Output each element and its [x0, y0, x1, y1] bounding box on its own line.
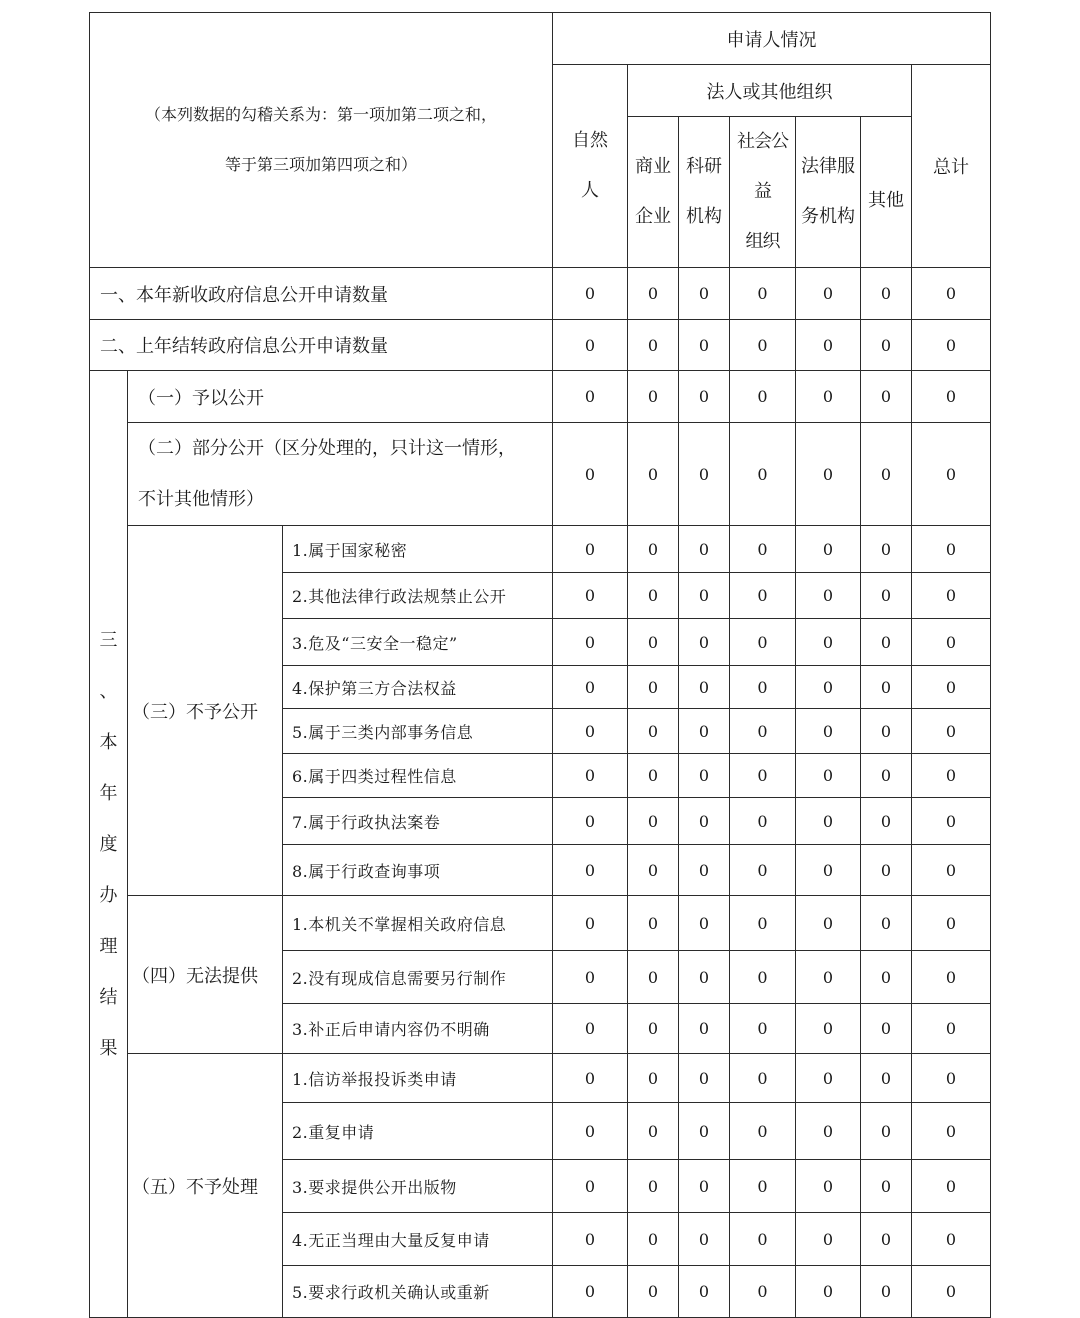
value-cell: 0 — [679, 1054, 730, 1103]
value-cell: 0 — [861, 320, 912, 371]
value-cell: 0 — [796, 1103, 861, 1160]
sub-item-label: 1.本机关不掌握相关政府信息 — [283, 896, 553, 951]
value-cell: 0 — [796, 1213, 861, 1266]
legal-service-org-header: 法律服 务机构 — [796, 117, 861, 268]
value-cell: 0 — [679, 666, 730, 709]
value-cell: 0 — [628, 573, 679, 619]
value-cell: 0 — [861, 754, 912, 798]
value-cell: 0 — [861, 371, 912, 423]
value-cell: 0 — [730, 1266, 796, 1318]
value-cell: 0 — [730, 896, 796, 951]
value-cell: 0 — [796, 268, 861, 320]
value-cell: 0 — [628, 709, 679, 754]
applicant-status-header: 申请人情况 — [553, 13, 991, 65]
value-cell: 0 — [679, 1213, 730, 1266]
value-cell: 0 — [730, 754, 796, 798]
value-cell: 0 — [628, 1213, 679, 1266]
sub-item-label: 8.属于行政查询事项 — [283, 845, 553, 896]
sub-item-label: 2.没有现成信息需要另行制作 — [283, 951, 553, 1004]
value-cell: 0 — [553, 423, 628, 526]
sub-item-label: 4.保护第三方合法权益 — [283, 666, 553, 709]
value-cell: 0 — [553, 619, 628, 666]
value-cell: 0 — [628, 371, 679, 423]
value-cell: 0 — [861, 526, 912, 573]
row-label-disclosed: （一）予以公开 — [128, 371, 553, 423]
value-cell: 0 — [912, 666, 991, 709]
value-cell: 0 — [912, 371, 991, 423]
value-cell: 0 — [553, 526, 628, 573]
value-cell: 0 — [861, 845, 912, 896]
sub-item-label: 5.属于三类内部事务信息 — [283, 709, 553, 754]
value-cell: 0 — [553, 845, 628, 896]
sub-item-label: 3.危及“三安全一稳定” — [283, 619, 553, 666]
value-cell: 0 — [730, 798, 796, 845]
value-cell: 0 — [628, 423, 679, 526]
table-row — [90, 268, 991, 320]
value-cell: 0 — [679, 619, 730, 666]
value-cell: 0 — [730, 666, 796, 709]
value-cell: 0 — [912, 798, 991, 845]
value-cell: 0 — [628, 845, 679, 896]
value-cell: 0 — [912, 754, 991, 798]
value-cell: 0 — [628, 268, 679, 320]
value-cell: 0 — [912, 423, 991, 526]
value-cell: 0 — [912, 1160, 991, 1213]
value-cell: 0 — [730, 1054, 796, 1103]
value-cell: 0 — [628, 666, 679, 709]
value-cell: 0 — [912, 1054, 991, 1103]
value-cell: 0 — [628, 1160, 679, 1213]
value-cell: 0 — [553, 896, 628, 951]
value-cell: 0 — [730, 1213, 796, 1266]
value-cell: 0 — [628, 754, 679, 798]
value-cell: 0 — [912, 268, 991, 320]
section3-vertical-title: 三 、 本 年 度 办 理 结 果 — [90, 371, 128, 1318]
sub-item-label: 5.要求行政机关确认或重新 — [283, 1266, 553, 1318]
value-cell: 0 — [553, 1213, 628, 1266]
value-cell: 0 — [861, 1213, 912, 1266]
table-note-line2: 等于第三项加第四项之和） — [224, 155, 417, 174]
value-cell: 0 — [796, 951, 861, 1004]
value-cell: 0 — [861, 619, 912, 666]
value-cell: 0 — [796, 371, 861, 423]
value-cell: 0 — [628, 320, 679, 371]
sub-item-label: 2.其他法律行政法规禁止公开 — [283, 573, 553, 619]
value-cell: 0 — [796, 1266, 861, 1318]
value-cell: 0 — [912, 1004, 991, 1054]
value-cell: 0 — [628, 1054, 679, 1103]
value-cell: 0 — [861, 666, 912, 709]
value-cell: 0 — [679, 845, 730, 896]
value-cell: 0 — [628, 951, 679, 1004]
value-cell: 0 — [553, 666, 628, 709]
group-label-not-processed: （五）不予处理 — [128, 1054, 283, 1318]
value-cell: 0 — [730, 423, 796, 526]
value-cell: 0 — [861, 1103, 912, 1160]
value-cell: 0 — [796, 1160, 861, 1213]
value-cell: 0 — [679, 951, 730, 1004]
table-row — [90, 896, 991, 951]
table-row — [90, 320, 991, 371]
value-cell: 0 — [679, 896, 730, 951]
value-cell: 0 — [628, 1004, 679, 1054]
value-cell: 0 — [628, 1266, 679, 1318]
value-cell: 0 — [912, 320, 991, 371]
value-cell: 0 — [796, 845, 861, 896]
sub-item-label: 2.重复申请 — [283, 1103, 553, 1160]
table-row — [90, 1054, 991, 1103]
value-cell: 0 — [730, 526, 796, 573]
group-label-not-disclosed: （三）不予公开 — [128, 526, 283, 896]
table-note-line1: （本列数据的勾稽关系为：第一项加第二项之和， — [144, 105, 497, 124]
value-cell: 0 — [730, 320, 796, 371]
value-cell: 0 — [912, 951, 991, 1004]
table-note-cell — [90, 13, 553, 268]
value-cell: 0 — [730, 371, 796, 423]
value-cell: 0 — [861, 798, 912, 845]
total-header: 总计 — [912, 65, 991, 268]
value-cell: 0 — [796, 526, 861, 573]
sub-item-label: 1.属于国家秘密 — [283, 526, 553, 573]
gov-info-disclosure-table-frame — [89, 12, 991, 1318]
value-cell: 0 — [679, 526, 730, 573]
natural-person-header: 自然 人 — [553, 65, 628, 268]
value-cell: 0 — [796, 896, 861, 951]
value-cell: 0 — [730, 268, 796, 320]
value-cell: 0 — [679, 320, 730, 371]
value-cell: 0 — [796, 1054, 861, 1103]
value-cell: 0 — [679, 1266, 730, 1318]
sub-item-label: 3.要求提供公开出版物 — [283, 1160, 553, 1213]
value-cell: 0 — [861, 1160, 912, 1213]
value-cell: 0 — [679, 798, 730, 845]
value-cell: 0 — [679, 423, 730, 526]
value-cell: 0 — [628, 619, 679, 666]
sub-item-label: 4.无正当理由大量反复申请 — [283, 1213, 553, 1266]
applications-statistics-table — [89, 12, 991, 1318]
value-cell: 0 — [796, 754, 861, 798]
value-cell: 0 — [861, 1004, 912, 1054]
table-row — [90, 371, 991, 423]
table-row — [90, 526, 991, 573]
value-cell: 0 — [679, 1004, 730, 1054]
value-cell: 0 — [861, 268, 912, 320]
legal-or-other-org-header: 法人或其他组织 — [628, 65, 912, 117]
research-institution-header: 科研 机构 — [679, 117, 730, 268]
value-cell: 0 — [796, 709, 861, 754]
value-cell: 0 — [553, 268, 628, 320]
value-cell: 0 — [679, 268, 730, 320]
value-cell: 0 — [796, 320, 861, 371]
value-cell: 0 — [912, 1266, 991, 1318]
value-cell: 0 — [679, 1160, 730, 1213]
value-cell: 0 — [796, 619, 861, 666]
value-cell: 0 — [553, 754, 628, 798]
value-cell: 0 — [553, 1054, 628, 1103]
value-cell: 0 — [628, 798, 679, 845]
value-cell: 0 — [861, 423, 912, 526]
row-label-carried-over-applications: 二、上年结转政府信息公开申请数量 — [90, 320, 553, 371]
value-cell: 0 — [730, 1103, 796, 1160]
commercial-enterprise-header: 商业 企业 — [628, 117, 679, 268]
value-cell: 0 — [912, 896, 991, 951]
value-cell: 0 — [730, 951, 796, 1004]
value-cell: 0 — [730, 1004, 796, 1054]
value-cell: 0 — [679, 754, 730, 798]
value-cell: 0 — [912, 845, 991, 896]
value-cell: 0 — [628, 526, 679, 573]
public-welfare-org-header: 社会公益 组织 — [730, 117, 796, 268]
value-cell: 0 — [730, 619, 796, 666]
sub-item-label: 3.补正后申请内容仍不明确 — [283, 1004, 553, 1054]
value-cell: 0 — [912, 619, 991, 666]
value-cell: 0 — [553, 573, 628, 619]
group-label-unable-to-provide: （四）无法提供 — [128, 896, 283, 1054]
value-cell: 0 — [912, 709, 991, 754]
value-cell: 0 — [912, 1213, 991, 1266]
value-cell: 0 — [861, 573, 912, 619]
sub-item-label: 6.属于四类过程性信息 — [283, 754, 553, 798]
value-cell: 0 — [553, 1266, 628, 1318]
value-cell: 0 — [796, 666, 861, 709]
value-cell: 0 — [730, 1160, 796, 1213]
row-label-new-applications: 一、本年新收政府信息公开申请数量 — [90, 268, 553, 320]
value-cell: 0 — [679, 371, 730, 423]
value-cell: 0 — [679, 573, 730, 619]
value-cell: 0 — [628, 1103, 679, 1160]
value-cell: 0 — [553, 798, 628, 845]
value-cell: 0 — [796, 573, 861, 619]
value-cell: 0 — [861, 1054, 912, 1103]
value-cell: 0 — [861, 896, 912, 951]
value-cell: 0 — [679, 1103, 730, 1160]
value-cell: 0 — [553, 320, 628, 371]
value-cell: 0 — [553, 1103, 628, 1160]
other-org-header: 其他 — [861, 117, 912, 268]
value-cell: 0 — [553, 1160, 628, 1213]
value-cell: 0 — [861, 951, 912, 1004]
value-cell: 0 — [861, 1266, 912, 1318]
value-cell: 0 — [796, 423, 861, 526]
row-label-partially-disclosed: （二）部分公开（区分处理的，只计这一情形， 不计其他情形） — [128, 423, 553, 526]
value-cell: 0 — [796, 798, 861, 845]
value-cell: 0 — [912, 526, 991, 573]
value-cell: 0 — [553, 709, 628, 754]
value-cell: 0 — [730, 709, 796, 754]
value-cell: 0 — [912, 1103, 991, 1160]
value-cell: 0 — [679, 709, 730, 754]
value-cell: 0 — [861, 709, 912, 754]
value-cell: 0 — [553, 371, 628, 423]
sub-item-label: 7.属于行政执法案卷 — [283, 798, 553, 845]
value-cell: 0 — [553, 951, 628, 1004]
value-cell: 0 — [730, 845, 796, 896]
value-cell: 0 — [796, 1004, 861, 1054]
value-cell: 0 — [553, 1004, 628, 1054]
value-cell: 0 — [730, 573, 796, 619]
value-cell: 0 — [912, 573, 991, 619]
sub-item-label: 1.信访举报投诉类申请 — [283, 1054, 553, 1103]
value-cell: 0 — [628, 896, 679, 951]
table-row — [90, 423, 991, 526]
